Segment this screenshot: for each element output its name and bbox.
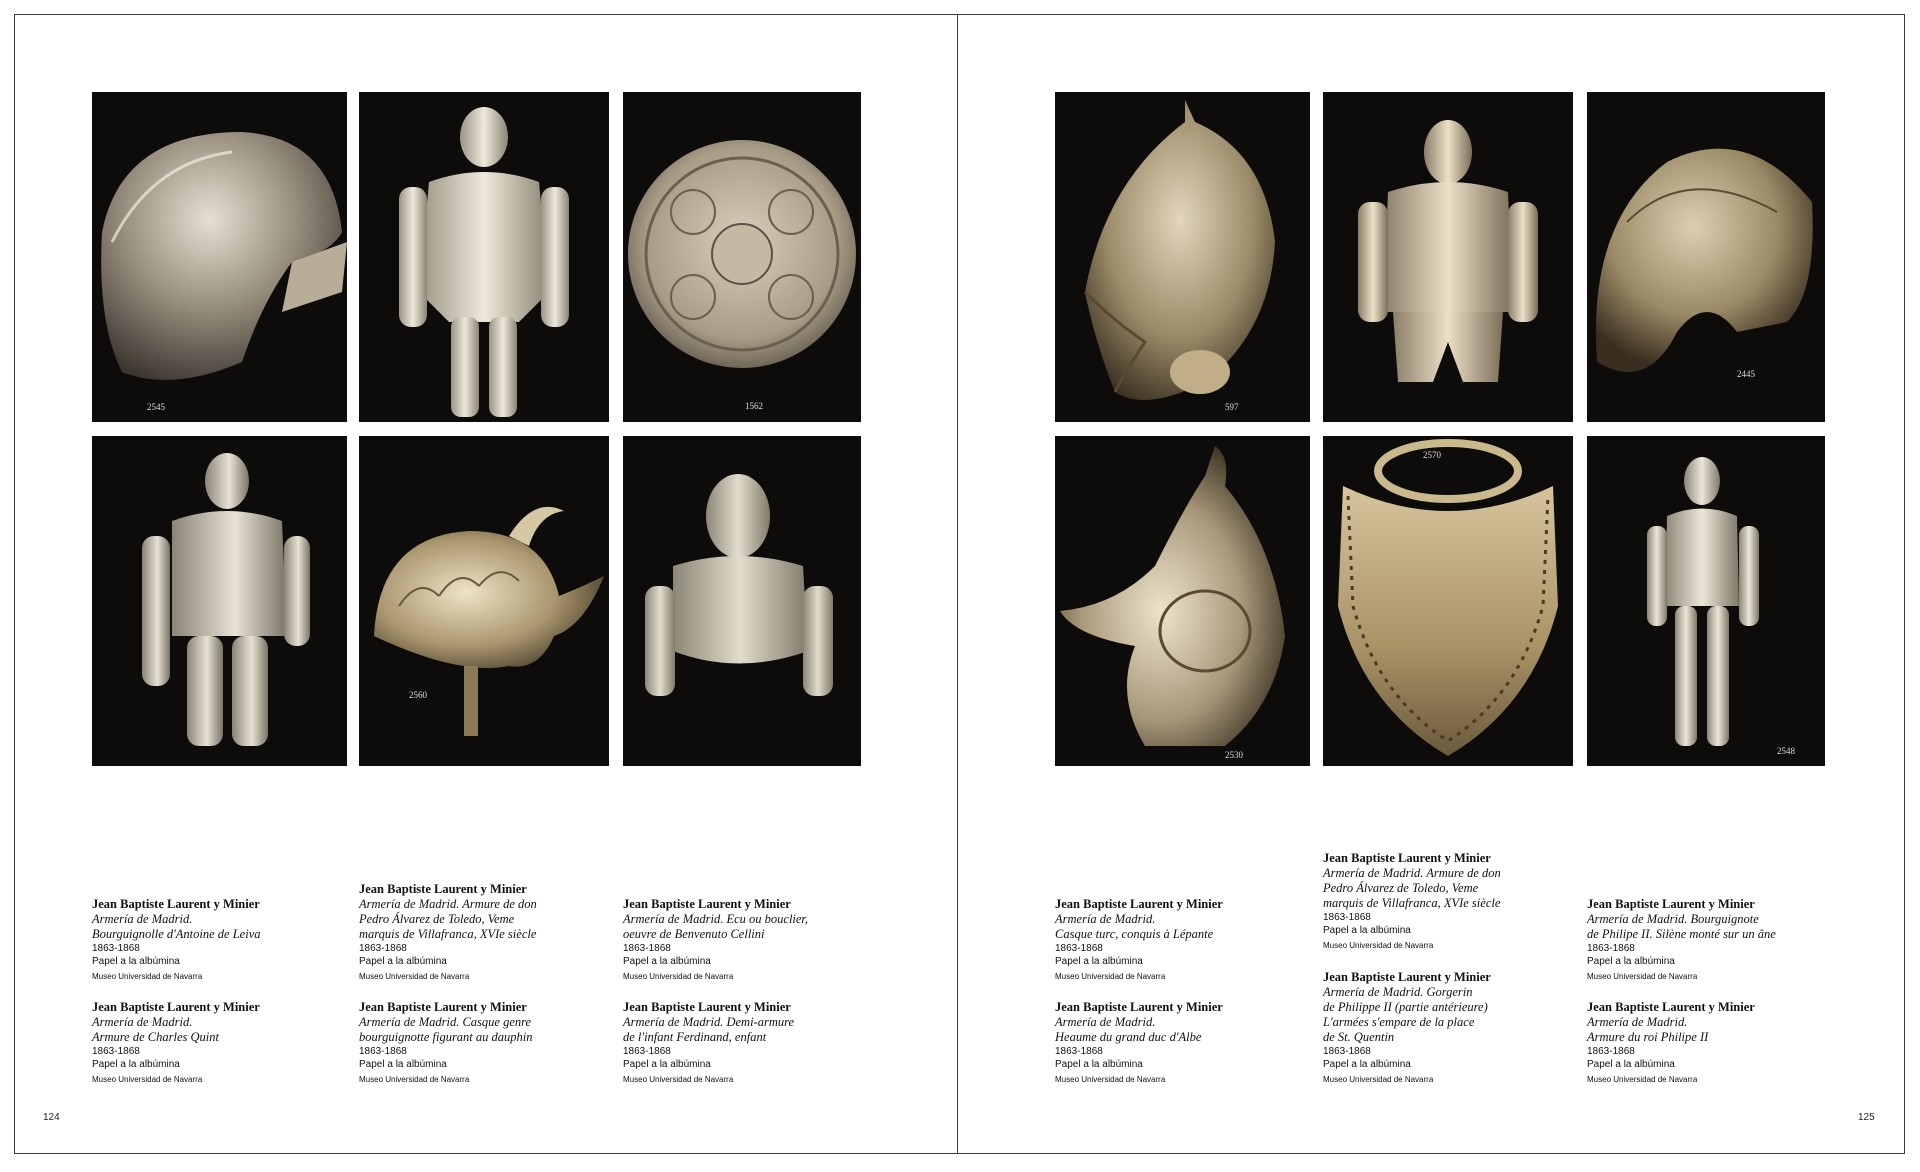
caption-collection: Museo Universidad de Navarra: [1055, 972, 1166, 981]
caption-medium: Papel a la albúmina: [1587, 956, 1675, 967]
photo-4: [92, 436, 347, 766]
caption-date: 1863-1868: [1055, 1046, 1103, 1057]
armour-icon: [359, 92, 609, 422]
caption-medium: Papel a la albúmina: [359, 1059, 447, 1070]
caption-date: 1863-1868: [359, 943, 407, 954]
caption-date: 1863-1868: [1323, 1046, 1371, 1057]
photo-7: [1055, 92, 1310, 422]
photo-6: [623, 436, 861, 766]
caption-9: [1587, 897, 1842, 982]
svg-text:2560: 2560: [409, 690, 427, 700]
caption-title: Armería de Madrid. Gorgerin de Philippe II (partie antérieure) L'armées s'empare de la place de St. Quentin: [1323, 985, 1488, 1044]
caption-date: 1863-1868: [1323, 912, 1371, 923]
caption-author: Jean Baptiste Laurent y Minier: [1323, 851, 1491, 865]
svg-text:1562: 1562: [745, 401, 763, 411]
caption-medium: Papel a la albúmina: [1055, 956, 1143, 967]
caption-author: Jean Baptiste Laurent y Minier: [92, 897, 260, 911]
caption-8: [1323, 851, 1578, 951]
svg-text:597: 597: [1225, 402, 1239, 412]
caption-collection: Museo Universidad de Navarra: [1587, 972, 1698, 981]
svg-text:2570: 2570: [1423, 450, 1441, 460]
caption-1: [92, 897, 347, 982]
caption-medium: Papel a la albúmina: [92, 956, 180, 967]
caption-author: Jean Baptiste Laurent y Minier: [1587, 1000, 1755, 1014]
caption-title: Armería de Madrid. Bourguignolle d'Antoine de Leiva: [92, 912, 261, 941]
shield-icon: [623, 92, 861, 422]
caption-10: [1055, 1000, 1310, 1085]
caption-12: [1587, 1000, 1842, 1085]
caption-title: Armería de Madrid. Armure de don Pedro Álvarez de Toledo, Veme marquis de Villafranca, XVIe siècle: [1323, 866, 1501, 910]
caption-collection: Museo Universidad de Navarra: [359, 972, 470, 981]
caption-medium: Papel a la albúmina: [1323, 1059, 1411, 1070]
photo-11: [1323, 436, 1573, 766]
caption-medium: Papel a la albúmina: [623, 956, 711, 967]
caption-collection: Museo Universidad de Navarra: [623, 972, 734, 981]
caption-title: Armería de Madrid. Demi-armure de l'infant Ferdinand, enfant: [623, 1015, 795, 1044]
caption-medium: Papel a la albúmina: [1323, 925, 1411, 936]
helmet-icon: [92, 92, 347, 422]
caption-title: Armería de Madrid. Bourguignote de Philipe II. Silène monté sur un âne: [1587, 912, 1776, 941]
helmet-icon: [1587, 92, 1825, 422]
caption-date: 1863-1868: [623, 1046, 671, 1057]
caption-author: Jean Baptiste Laurent y Minier: [359, 882, 527, 896]
caption-6: [623, 1000, 878, 1085]
armour-icon: [1587, 436, 1825, 766]
helmet-icon: [1055, 436, 1310, 766]
caption-author: Jean Baptiste Laurent y Minier: [1323, 970, 1491, 984]
caption-4: [92, 1000, 347, 1085]
caption-date: 1863-1868: [92, 1046, 140, 1057]
caption-title: Armería de Madrid. Armure de Charles Quint: [92, 1015, 219, 1044]
caption-date: 1863-1868: [623, 943, 671, 954]
caption-collection: Museo Universidad de Navarra: [92, 972, 203, 981]
caption-date: 1863-1868: [1055, 943, 1103, 954]
armour-icon: [1323, 92, 1573, 422]
photo-5: [359, 436, 609, 766]
armour-icon: [623, 436, 861, 766]
caption-author: Jean Baptiste Laurent y Minier: [623, 1000, 791, 1014]
svg-text:2545: 2545: [147, 402, 165, 412]
caption-title: Armería de Madrid. Ecu ou bouclier, oeuvre de Benvenuto Cellini: [623, 912, 809, 941]
gorget-icon: [1323, 436, 1573, 766]
helmet-icon: [1055, 92, 1310, 422]
svg-text:2548: 2548: [1777, 746, 1795, 756]
svg-text:2530: 2530: [1225, 750, 1243, 760]
svg-text:2445: 2445: [1737, 369, 1755, 379]
photo-8: [1323, 92, 1573, 422]
caption-medium: Papel a la albúmina: [1055, 1059, 1143, 1070]
caption-medium: Papel a la albúmina: [92, 1059, 180, 1070]
caption-11: [1323, 970, 1578, 1085]
caption-collection: Museo Universidad de Navarra: [1323, 1075, 1434, 1084]
book-spread: [14, 14, 1905, 1154]
gutter-fold: [957, 15, 958, 1153]
caption-date: 1863-1868: [359, 1046, 407, 1057]
caption-title: Armería de Madrid. Casque genre bourguignotte figurant au dauphin: [359, 1015, 533, 1044]
caption-collection: Museo Universidad de Navarra: [1587, 1075, 1698, 1084]
caption-3: [623, 897, 878, 982]
photo-12: [1587, 436, 1825, 766]
caption-collection: Museo Universidad de Navarra: [359, 1075, 470, 1084]
armour-icon: [92, 436, 347, 766]
caption-7: [1055, 897, 1310, 982]
photo-10: [1055, 436, 1310, 766]
caption-2: [359, 882, 614, 982]
caption-5: [359, 1000, 614, 1085]
caption-date: 1863-1868: [1587, 943, 1635, 954]
photo-3: [623, 92, 861, 422]
caption-author: Jean Baptiste Laurent y Minier: [92, 1000, 260, 1014]
page-number-right: 125: [1858, 1112, 1875, 1123]
page-number-left: 124: [43, 1112, 60, 1123]
caption-collection: Museo Universidad de Navarra: [92, 1075, 203, 1084]
caption-medium: Papel a la albúmina: [623, 1059, 711, 1070]
helmet-icon: [359, 436, 609, 766]
caption-medium: Papel a la albúmina: [359, 956, 447, 967]
caption-author: Jean Baptiste Laurent y Minier: [1587, 897, 1755, 911]
caption-collection: Museo Universidad de Navarra: [623, 1075, 734, 1084]
caption-author: Jean Baptiste Laurent y Minier: [359, 1000, 527, 1014]
caption-date: 1863-1868: [1587, 1046, 1635, 1057]
caption-title: Armería de Madrid. Armure du roi Philipe II: [1587, 1015, 1709, 1044]
photo-9: [1587, 92, 1825, 422]
caption-collection: Museo Universidad de Navarra: [1323, 941, 1434, 950]
caption-author: Jean Baptiste Laurent y Minier: [623, 897, 791, 911]
caption-medium: Papel a la albúmina: [1587, 1059, 1675, 1070]
photo-1: [92, 92, 347, 422]
photo-2: [359, 92, 609, 422]
caption-title: Armería de Madrid. Casque turc, conquis à Lépante: [1055, 912, 1214, 941]
caption-author: Jean Baptiste Laurent y Minier: [1055, 897, 1223, 911]
caption-collection: Museo Universidad de Navarra: [1055, 1075, 1166, 1084]
caption-author: Jean Baptiste Laurent y Minier: [1055, 1000, 1223, 1014]
caption-title: Armería de Madrid. Armure de don Pedro Álvarez de Toledo, Veme marquis de Villafranca, XVIe siècle: [359, 897, 537, 941]
caption-date: 1863-1868: [92, 943, 140, 954]
caption-title: Armería de Madrid. Heaume du grand duc d'Albe: [1055, 1015, 1202, 1044]
